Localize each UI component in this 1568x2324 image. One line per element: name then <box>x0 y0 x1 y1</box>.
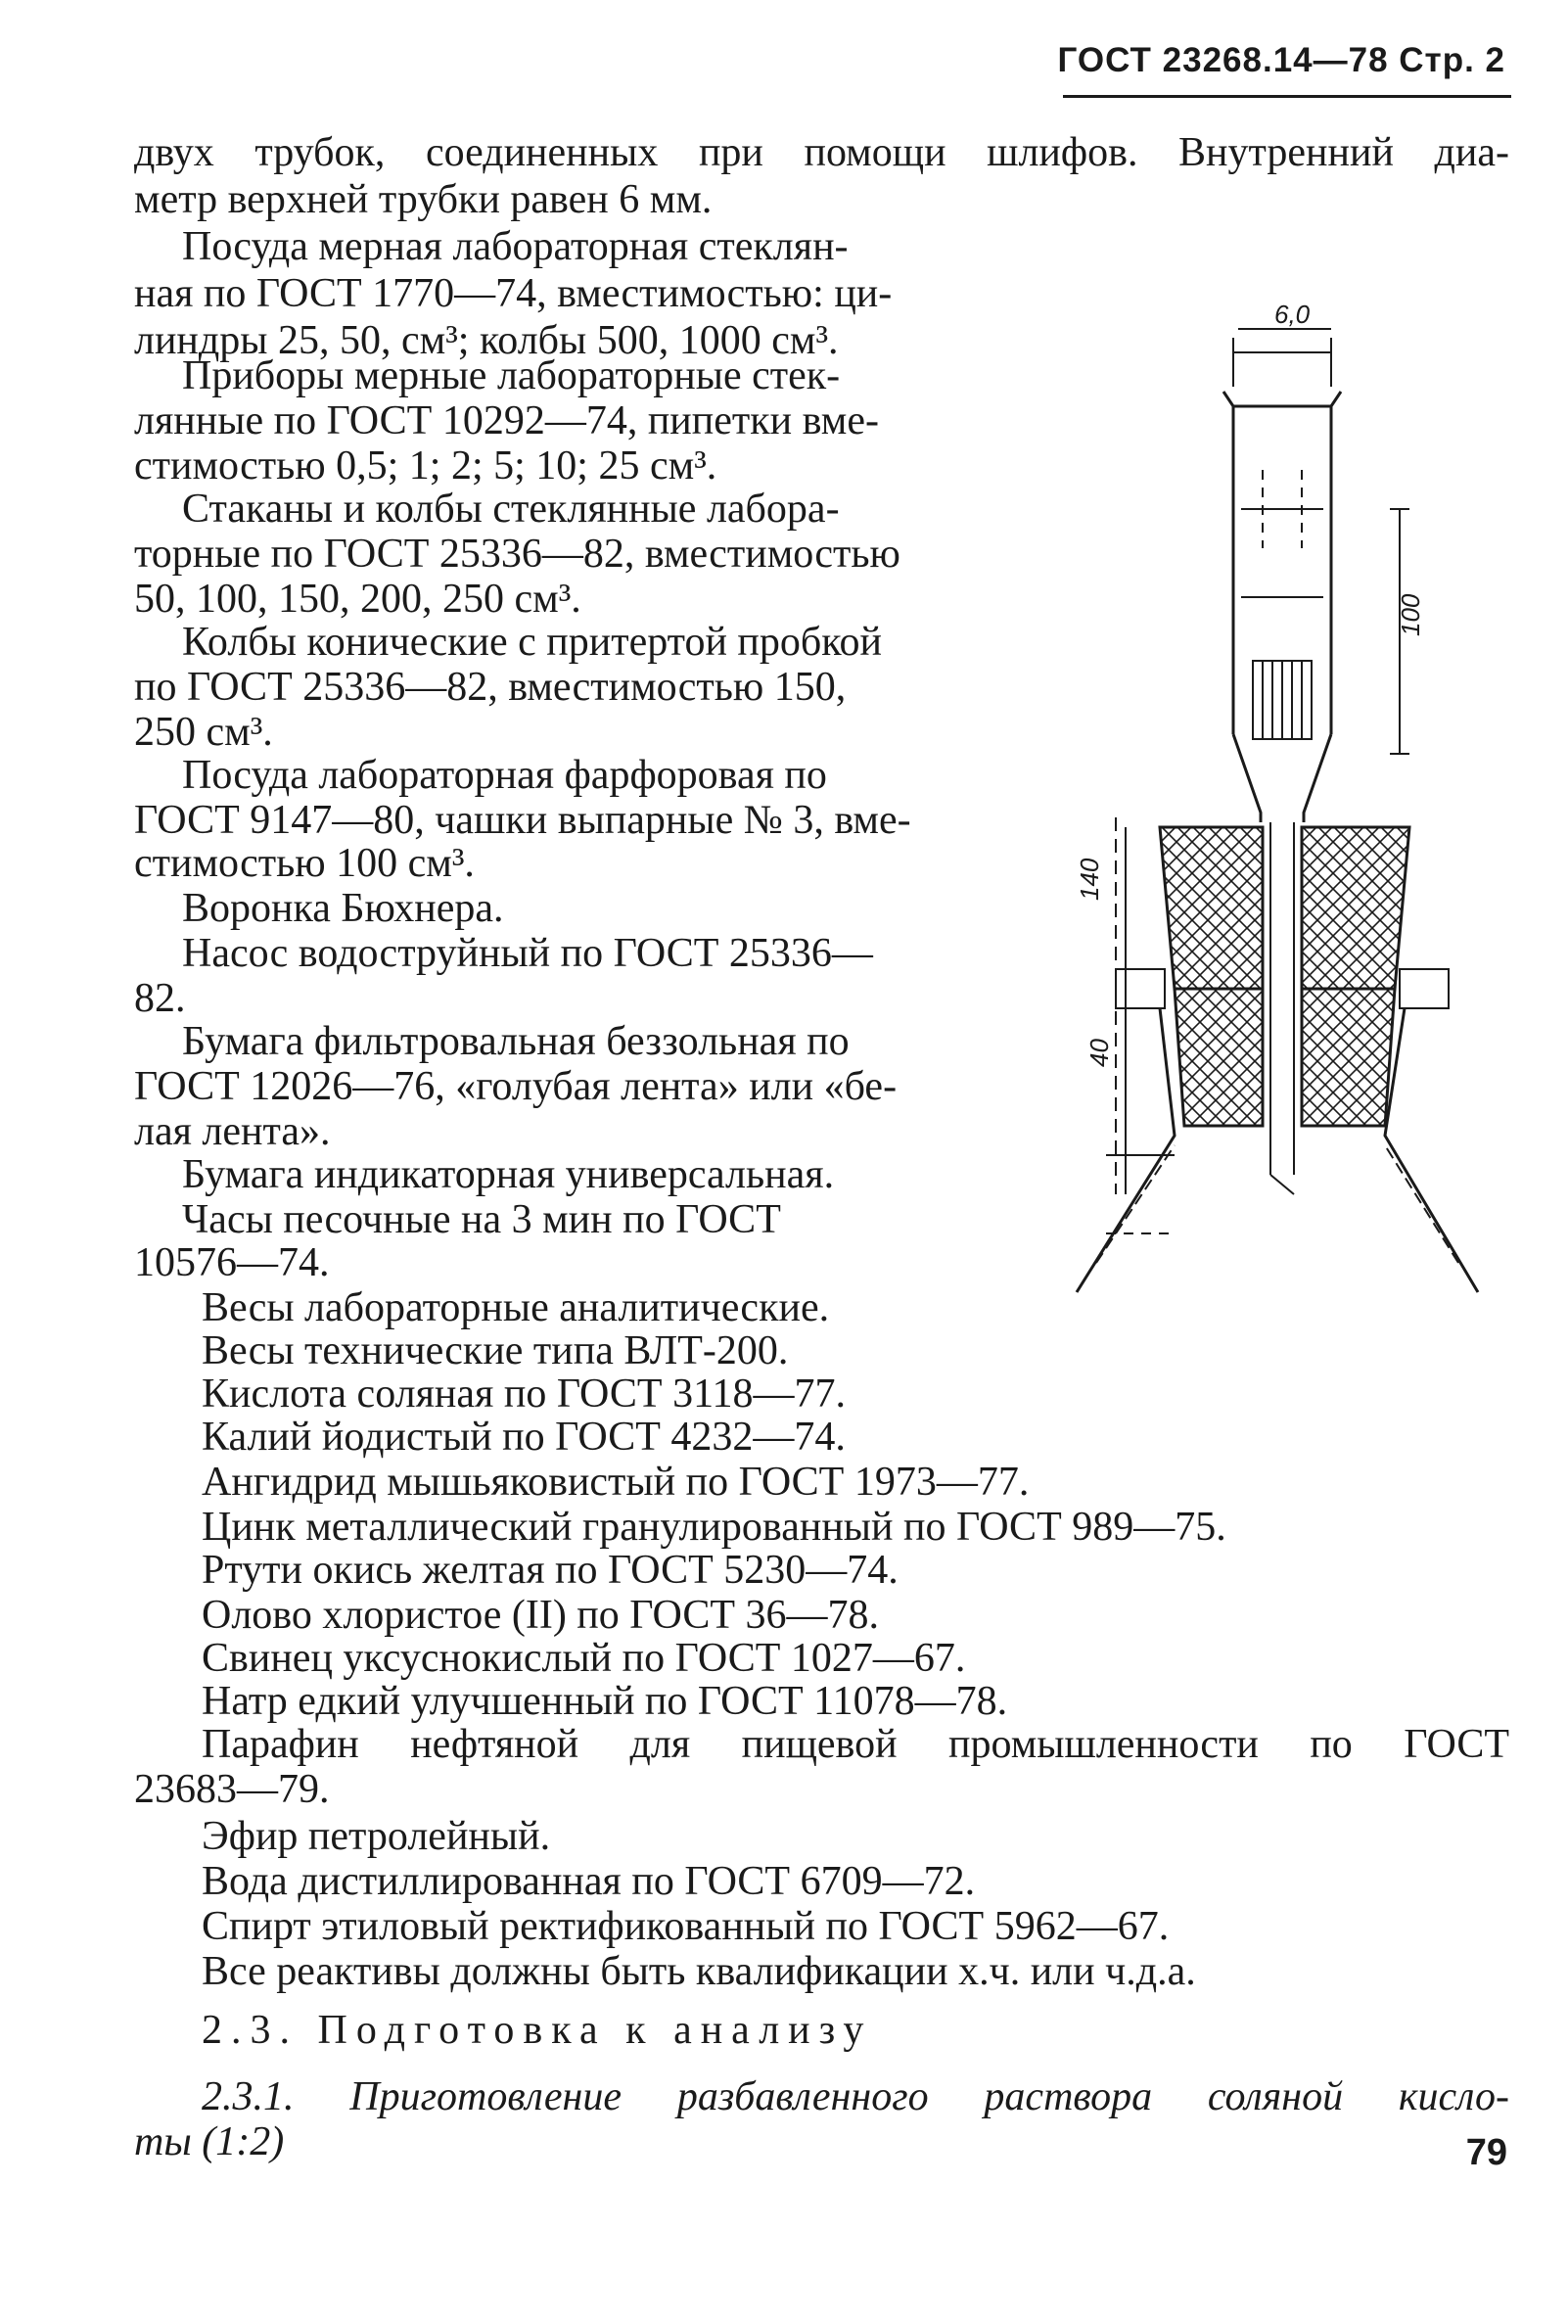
dim-label-upper: 100 <box>1396 593 1425 636</box>
text-line: торные по ГОСТ 25336—82, вместимостью <box>134 532 900 577</box>
apparatus-drawing <box>1067 294 1517 1302</box>
header-rule <box>1063 95 1511 98</box>
text-line: 250 см³. <box>134 710 273 755</box>
text-line: Весы лабораторные аналитические. <box>202 1285 830 1330</box>
text-line: Парафин нефтяной для пищевой промышленности по ГОСТ <box>202 1722 1509 1767</box>
text-line: метр верхней трубки равен 6 мм. <box>134 177 713 222</box>
text-line: Воронка Бюхнера. <box>182 886 504 931</box>
dim-label-width: 6,0 <box>1274 300 1311 329</box>
text-line: лянные по ГОСТ 10292—74, пипетки вме- <box>134 398 879 443</box>
text-line: Весы технические типа ВЛТ-200. <box>202 1328 789 1373</box>
subsection-heading-cont: ты (1:2) <box>134 2119 285 2164</box>
dim-label-lower: 40 <box>1084 1039 1114 1067</box>
text-line: двух трубок, соединенных при помощи шлифов. Внутренний диа- <box>134 130 1509 175</box>
text-line: линдры 25, 50, см³; колбы 500, 1000 см³. <box>134 318 839 363</box>
text-line: ная по ГОСТ 1770—74, вместимостью: ци- <box>134 271 893 316</box>
text-line: ГОСТ 9147—80, чашки выпарные № 3, вме- <box>134 798 911 843</box>
text-line: Ртути окись желтая по ГОСТ 5230—74. <box>202 1548 899 1593</box>
text-line: Приборы мерные лабораторные стек- <box>182 353 841 398</box>
subsection-heading: 2.3.1. Приготовление разбавленного раствора соляной кисло- <box>202 2074 1509 2119</box>
text-line: стимостью 0,5; 1; 2; 5; 10; 25 см³. <box>134 443 717 488</box>
text-line: Натр едкий улучшенный по ГОСТ 11078—78. <box>202 1679 1008 1724</box>
text-line: стимостью 100 см³. <box>134 841 475 886</box>
apparatus-figure <box>1067 294 1517 1302</box>
text-line: ГОСТ 12026—76, «голубая лента» или «бе- <box>134 1064 898 1109</box>
text-line: лая лента». <box>134 1109 331 1154</box>
section-heading: 2.3. Подготовка к анализу <box>202 2008 873 2053</box>
text-line: Свинец уксуснокислый по ГОСТ 1027—67. <box>202 1636 966 1681</box>
page-number: 79 <box>1465 2132 1507 2173</box>
text-line: Спирт этиловый ректификованный по ГОСТ 5962—67. <box>202 1904 1170 1949</box>
text-line: Вода дистиллированная по ГОСТ 6709—72. <box>202 1859 976 1904</box>
text-line: по ГОСТ 25336—82, вместимостью 150, <box>134 665 847 710</box>
text-line: 82. <box>134 976 186 1021</box>
text-line: Посуда лабораторная фарфоровая по <box>182 753 827 798</box>
text-line: Часы песочные на 3 мин по ГОСТ <box>182 1197 781 1242</box>
text-line: Все реактивы должны быть квалификации х.ч. или ч.д.а. <box>202 1949 1196 1994</box>
text-line: Кислота соляная по ГОСТ 3118—77. <box>202 1371 847 1417</box>
text-line: Колбы конические с притертой пробкой <box>182 620 883 665</box>
text-line: Насос водоструйный по ГОСТ 25336— <box>182 931 873 976</box>
text-line: 10576—74. <box>134 1240 330 1285</box>
text-line: Калий йодистый по ГОСТ 4232—74. <box>202 1415 846 1460</box>
text-line: Цинк металлический гранулированный по ГОСТ 989—75. <box>202 1505 1226 1550</box>
dim-label-overall: 140 <box>1075 858 1104 901</box>
text-line: 23683—79. <box>134 1767 330 1812</box>
page-header: ГОСТ 23268.14—78 Стр. 2 <box>1057 41 1505 79</box>
text-line: Стаканы и колбы стеклянные лабора- <box>182 487 840 532</box>
text-line: Олово хлористое (II) по ГОСТ 36—78. <box>202 1593 880 1638</box>
text-line: Бумага фильтровальная беззольная по <box>182 1019 850 1064</box>
text-line: 50, 100, 150, 200, 250 см³. <box>134 577 581 622</box>
text-line: Эфир петролейный. <box>202 1814 551 1859</box>
text-line: Ангидрид мышьяковистый по ГОСТ 1973—77. <box>202 1460 1030 1505</box>
text-line: Бумага индикаторная универсальная. <box>182 1152 835 1197</box>
text-line: Посуда мерная лабораторная стеклян- <box>182 224 849 269</box>
